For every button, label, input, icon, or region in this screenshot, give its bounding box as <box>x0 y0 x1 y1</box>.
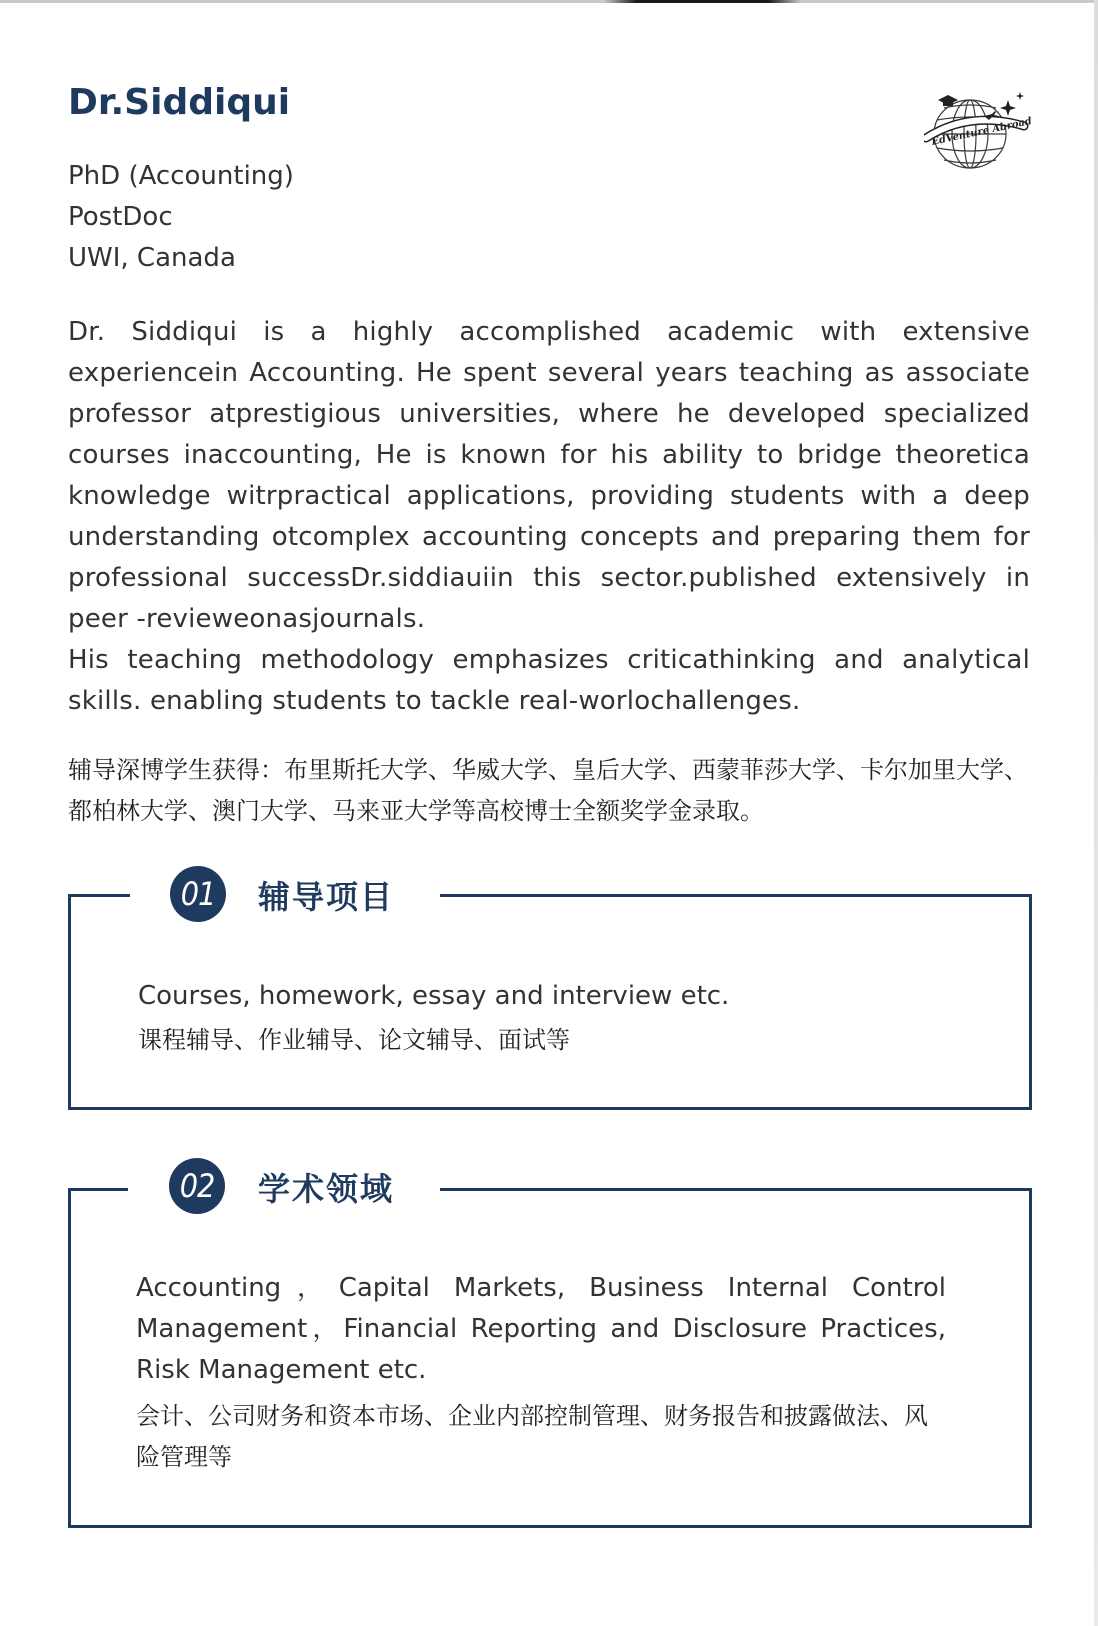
academic-fields-en: Accounting，Capital Markets, Business Internal Control Management，Financial Reporting and Disclosure Practices, Risk Management etc. <box>136 1273 946 1385</box>
top-edge-line <box>0 0 1098 3</box>
biography <box>68 312 1030 722</box>
tutoring-services-cn: 课程辅导、作业辅导、论文辅导、面试等 <box>138 1026 570 1054</box>
bio-paragraph-2: His teaching methodology emphasizes criticathinking and analytical skills. enabling students to tackle real-worlochallenges. <box>68 645 1030 716</box>
bio-paragraph-1: Dr. Siddiqui is a highly accomplished academic with extensive experiencein Accounting. He spent several years teaching as associate professor atprestigious universities, where he developed specialized courses inaccounting, He is known for his ability to bridge theoretica knowledge witrpractical applications, providing students with a deep understanding otcomplex accounting concepts and preparing them for professional successDr.siddiauiin this sector.published extensively in peer -revieweonasjournals. <box>68 317 1030 634</box>
credentials-list <box>68 156 294 279</box>
section-title-academic: 学术领域 <box>258 1170 395 1208</box>
logo-wordmark: EdVenture Abroad <box>930 115 1033 148</box>
section-title-tutoring: 辅导项目 <box>258 878 395 916</box>
student-achievements: 辅导深博学生获得：布里斯托大学、华威大学、皇后大学、西蒙菲莎大学、卡尔加里大学、都柏林大学、澳门大学、马来亚大学等高校博士全额奖学金录取。 <box>68 756 1028 825</box>
tutoring-services-en: Courses, homework, essay and interview etc. <box>138 981 730 1011</box>
edventure-globe-logo <box>924 86 1034 178</box>
profile-name: Dr.Siddiqui <box>68 82 291 123</box>
credential-degree: PhD (Accounting) <box>68 161 294 191</box>
section-number-badge: 01 <box>170 866 226 922</box>
right-edge-shadow <box>1094 0 1098 1626</box>
academic-fields-cn: 会计、公司财务和资本市场、企业内部控制管理、财务报告和披露做法、风险管理等 <box>136 1402 928 1471</box>
credential-postdoc: PostDoc <box>68 202 173 232</box>
credential-institution: UWI, Canada <box>68 243 236 273</box>
section-number-badge: 02 <box>169 1158 225 1214</box>
